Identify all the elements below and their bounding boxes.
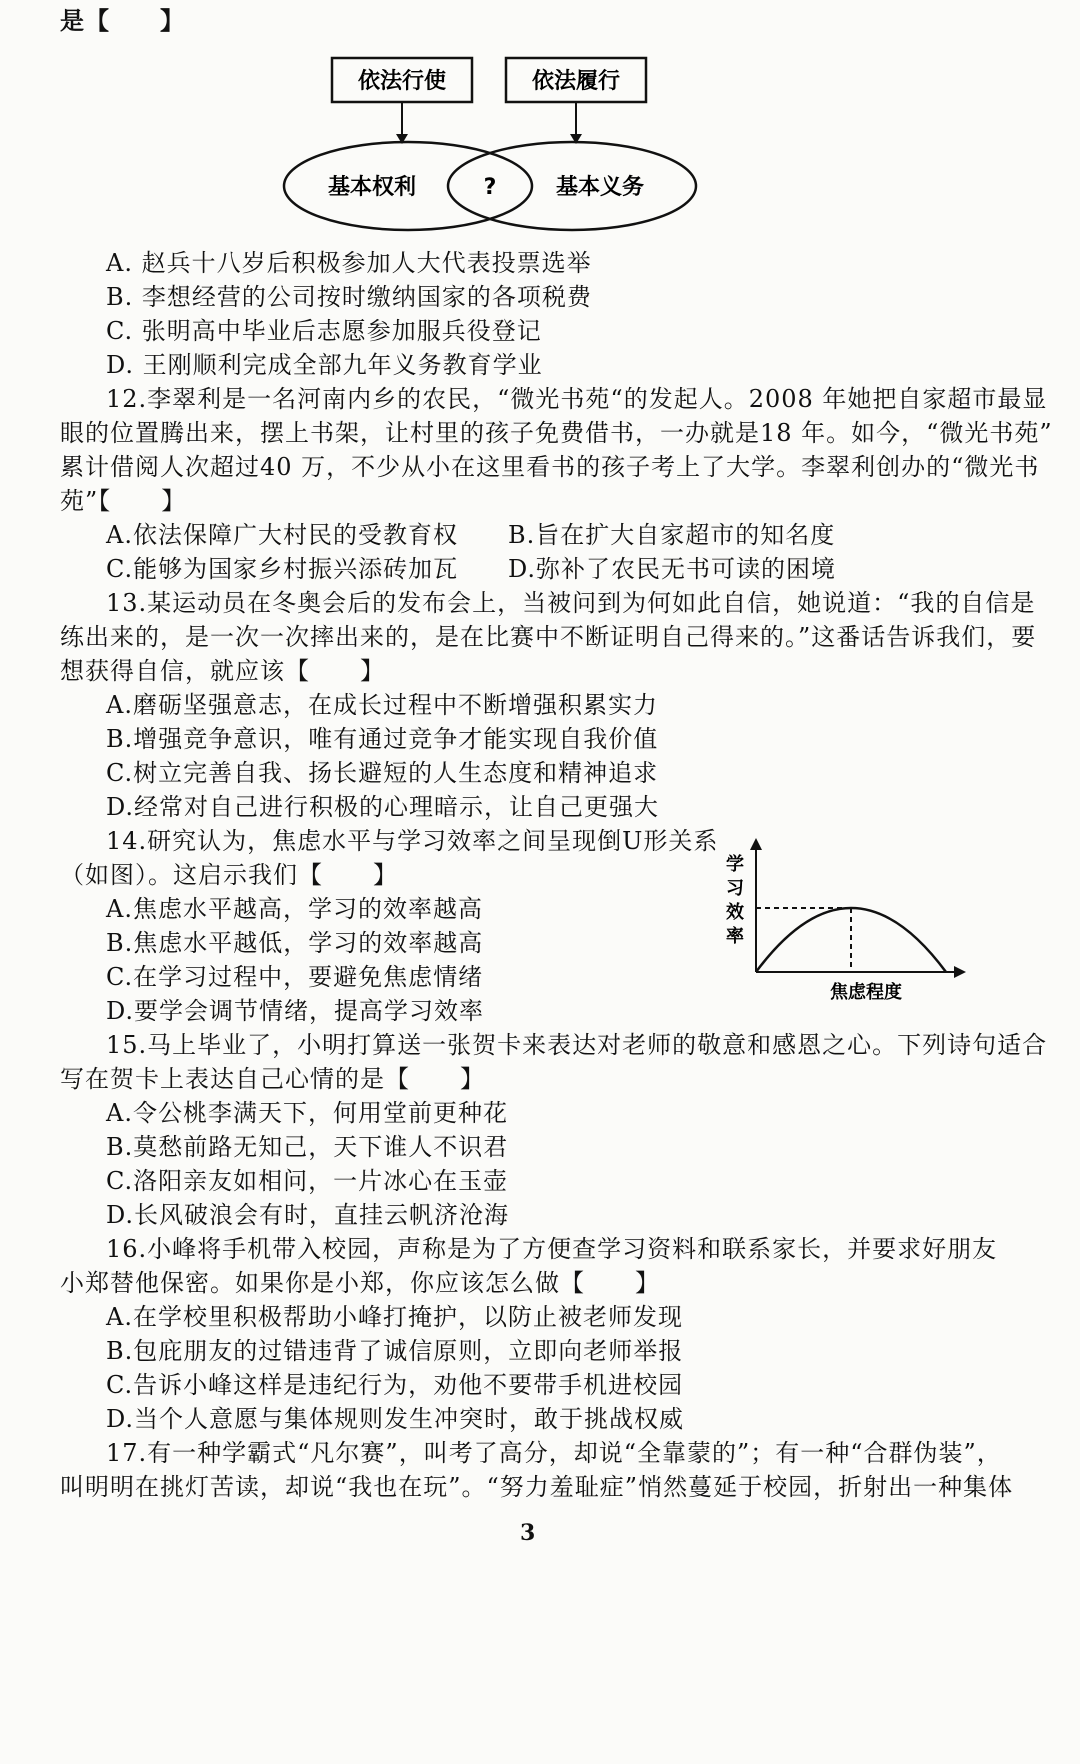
diagram-circle-left-label: 基本权利: [327, 175, 417, 200]
q16-option-c: C.告诉小峰这样是违纪行为，劝他不要带手机进校园: [106, 1371, 684, 1399]
q13-stem-line: 13.某运动员在冬奥会后的发布会上，当被问到为何如此自信，她说道：“我的自信是: [106, 589, 1036, 617]
q16-stem-line: 小郑替他保密。如果你是小郑，你应该怎么做【 】: [60, 1269, 660, 1297]
diagram-box-right-label: 依法履行: [531, 69, 621, 94]
q12-option-a: A.依法保障广大村民的受教育权: [106, 521, 458, 549]
chart-x-axis-arrow: [954, 966, 966, 978]
q13-stem-line: 想获得自信，就应该【 】: [60, 657, 385, 685]
q17-stem-line: 叫明明在挑灯苦读，却说“我也在玩”。“努力羞耻症”悄然蔓延于校园，折射出一种集体: [60, 1473, 1014, 1501]
q12-stem-line: 12.李翠利是一名河南内乡的农民，“微光书苑“的发起人。2008 年她把自家超市最显: [106, 385, 1048, 413]
q15-option-a: A.令公桃李满天下，何用堂前更种花: [106, 1099, 508, 1127]
q13-option-a: A.磨砺坚强意志，在成长过程中不断增强积累实力: [106, 691, 658, 719]
q14-stem-line: （如图）。这启示我们【 】: [60, 861, 398, 889]
q11-option-d: D. 王刚顺利完成全部九年义务教育学业: [106, 351, 543, 379]
q15-stem-line: 15.马上毕业了，小明打算送一张贺卡来表达对老师的敬意和感恩之心。下列诗句适合: [106, 1031, 1048, 1059]
q12-option-d: D.弥补了农民无书可读的困境: [508, 555, 837, 583]
q15-option-d: D.长风破浪会有时，直挂云帆济沧海: [106, 1201, 510, 1229]
q11-diagram: [280, 50, 720, 250]
q16-option-a: A.在学校里积极帮助小峰打掩护，以防止被老师发现: [106, 1303, 683, 1331]
q11-option-b: B. 李想经营的公司按时缴纳国家的各项税费: [106, 283, 592, 311]
q13-option-c: C.树立完善自我、扬长避短的人生态度和精神追求: [106, 759, 659, 787]
q12-stem-line: 苑”【 】: [60, 487, 187, 515]
diagram-circle-mid-label: ?: [483, 175, 497, 200]
q15-stem-line: 写在贺卡上表达自己心情的是【 】: [60, 1065, 485, 1093]
chart-y-axis-arrow: [750, 838, 762, 850]
q14-chart: [720, 836, 980, 1008]
q12-option-b: B.旨在扩大自家超市的知名度: [508, 521, 836, 549]
q15-option-c: C.洛阳亲友如相问，一片冰心在玉壶: [106, 1167, 509, 1195]
q14-option-c: C.在学习过程中，要避免焦虑情绪: [106, 963, 484, 991]
question-fragment: 是【 】: [60, 6, 185, 35]
chart-ylabel-char: 习: [726, 878, 744, 899]
q12-stem-line: 眼的位置腾出来，摆上书架，让村里的孩子免费借书，一办就是18 年。如今，“微光书苑”: [60, 419, 1053, 447]
diagram-circle-right-label: 基本义务: [555, 175, 645, 200]
q14-option-d: D.要学会调节情绪，提高学习效率: [106, 997, 485, 1025]
q16-stem-line: 16.小峰将手机带入校园，声称是为了方便查学习资料和联系家长，并要求好朋友: [106, 1235, 998, 1263]
q14-option-a: A.焦虑水平越高，学习的效率越高: [106, 895, 483, 923]
q11-option-c: C. 张明高中毕业后志愿参加服兵役登记: [106, 317, 542, 345]
q17-stem-line: 17.有一种学霸式“凡尔赛”，叫考了高分，却说“全靠蒙的”；有一种“合群伪装”，: [106, 1439, 1002, 1467]
q12-stem-line: 累计借阅人次超过40 万，不少从小在这里看书的孩子考上了大学。李翠利创办的“微光书: [60, 453, 1040, 481]
chart-xlabel: 焦虑程度: [830, 982, 902, 1003]
q13-option-d: D.经常对自己进行积极的心理暗示，让自己更强大: [106, 793, 660, 821]
chart-ylabel-char: 学: [726, 854, 744, 875]
q16-option-b: B.包庇朋友的过错违背了诚信原则，立即向老师举报: [106, 1337, 684, 1365]
q13-option-b: B.增强竞争意识，唯有通过竞争才能实现自我价值: [106, 725, 659, 753]
q16-option-d: D.当个人意愿与集体规则发生冲突时，敢于挑战权威: [106, 1405, 685, 1433]
chart-ylabel-char: 效: [726, 902, 744, 923]
q11-option-a: A. 赵兵十八岁后积极参加人大代表投票选举: [106, 249, 592, 277]
q14-stem-line: 14.研究认为，焦虑水平与学习效率之间呈现倒U形关系: [106, 827, 719, 855]
q13-stem-line: 练出来的，是一次一次摔出来的，是在比赛中不断证明自己得来的。”这番话告诉我们，要: [60, 623, 1037, 651]
q14-option-b: B.焦虑水平越低，学习的效率越高: [106, 929, 484, 957]
chart-ylabel-char: 率: [726, 926, 744, 947]
diagram-box-left-label: 依法行使: [357, 69, 447, 94]
q15-option-b: B.莫愁前路无知己，天下谁人不识君: [106, 1133, 509, 1161]
q12-option-c: C.能够为国家乡村振兴添砖加瓦: [106, 555, 459, 583]
page-number: 3: [520, 1520, 536, 1546]
